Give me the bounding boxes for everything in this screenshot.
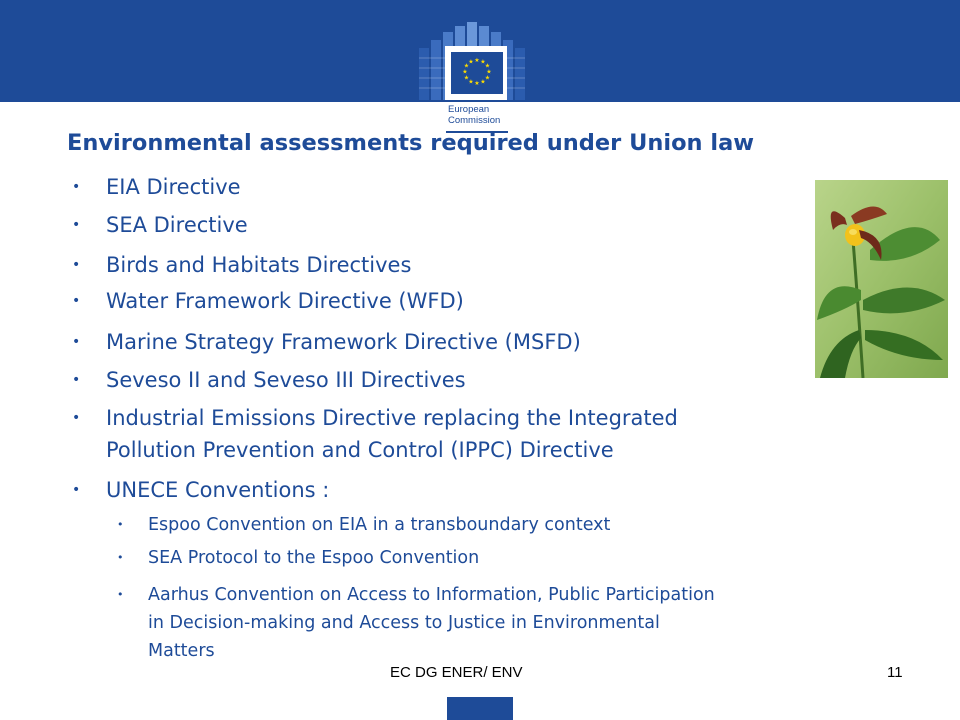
svg-text:★: ★: [474, 57, 480, 64]
svg-text:★: ★: [480, 78, 486, 86]
sub-bullet-icon: •: [117, 551, 124, 564]
svg-text:★: ★: [462, 68, 468, 76]
svg-text:★: ★: [474, 80, 480, 87]
bullet-icon: •: [72, 217, 81, 233]
logo-wordmark: [448, 104, 500, 126]
svg-text:★: ★: [484, 74, 491, 82]
sub-bullet-icon: •: [117, 588, 124, 601]
orchid-photo: [815, 180, 948, 378]
bullet-icon: •: [72, 334, 81, 350]
bullet-icon: •: [72, 293, 81, 309]
svg-text:★: ★: [484, 62, 491, 70]
bullet-icon: •: [72, 482, 81, 498]
svg-text:★: ★: [468, 78, 474, 86]
bullet-icon: •: [72, 372, 81, 388]
slide-title: Environmental assessments required under Union law: [67, 130, 755, 156]
bullet-icon: •: [72, 179, 81, 195]
svg-text:★: ★: [486, 68, 492, 76]
bullet-icon: •: [72, 410, 81, 426]
svg-text:★: ★: [463, 62, 470, 70]
svg-text:★: ★: [480, 58, 486, 66]
bottom-tab: [447, 697, 513, 720]
page-number: 11: [887, 664, 903, 681]
svg-text:★: ★: [463, 74, 470, 82]
logo-line-commission: Commission: [448, 115, 501, 126]
footer-source: EC DG ENER/ ENV: [390, 664, 523, 681]
logo-line-european: European: [448, 104, 490, 115]
bullet-icon: •: [72, 257, 81, 273]
svg-text:★: ★: [468, 58, 474, 66]
sub-bullet-icon: •: [117, 518, 124, 531]
